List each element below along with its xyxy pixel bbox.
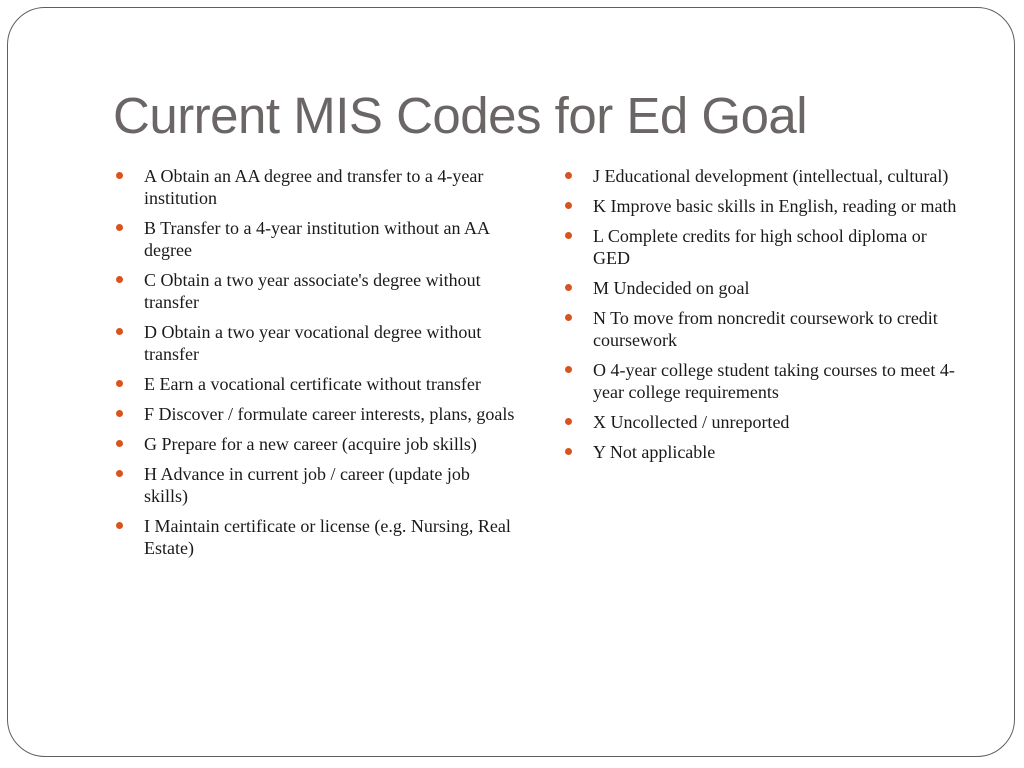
code-text: K Improve basic skills in English, reading or math [593,196,957,216]
code-text: L Complete credits for high school diploma or GED [593,226,927,268]
bullet-dot-icon [565,232,572,239]
code-text: E Earn a vocational certificate without transfer [144,374,481,394]
bullet-dot-icon [116,276,123,283]
code-text: N To move from noncredit coursework to credit coursework [593,308,938,350]
code-text: H Advance in current job / career (update job skills) [144,464,470,506]
list-item [565,277,965,299]
code-text: B Transfer to a 4-year institution without an AA degree [144,218,489,260]
code-text: C Obtain a two year associate's degree without transfer [144,270,481,312]
list-item [116,433,516,455]
list-item [116,403,516,425]
code-text: X Uncollected / unreported [593,412,790,432]
bullet-dot-icon [116,410,123,417]
bullet-dot-icon [116,224,123,231]
code-text: M Undecided on goal [593,278,750,298]
bullet-dot-icon [565,366,572,373]
code-text: J Educational development (intellectual, cultural) [593,166,949,186]
bullet-dot-icon [116,380,123,387]
list-item [116,463,516,507]
bullet-dot-icon [565,418,572,425]
list-item [116,373,516,395]
bullet-dot-icon [565,172,572,179]
code-text: O 4-year college student taking courses to meet 4-year college requirements [593,360,955,402]
list-item [116,165,516,209]
code-text: A Obtain an AA degree and transfer to a 4-year institution [144,166,484,208]
list-item [565,307,965,351]
bullet-dot-icon [116,440,123,447]
bullet-dot-icon [116,172,123,179]
list-item [116,515,516,559]
list-item [565,165,965,187]
bullet-dot-icon [565,314,572,321]
list-item [565,225,965,269]
bullet-dot-icon [565,284,572,291]
right-code-list [565,165,965,471]
bullet-dot-icon [116,328,123,335]
list-item [116,321,516,365]
bullet-dot-icon [116,522,123,529]
slide-title: Current MIS Codes for Ed Goal [113,87,808,144]
code-text: I Maintain certificate or license (e.g. Nursing, Real Estate) [144,516,511,558]
list-item [565,411,965,433]
list-item [565,359,965,403]
list-item [565,441,965,463]
code-text: G Prepare for a new career (acquire job skills) [144,434,477,454]
bullet-dot-icon [565,202,572,209]
left-code-list [116,165,516,567]
code-text: D Obtain a two year vocational degree without transfer [144,322,482,364]
bullet-dot-icon [565,448,572,455]
list-item [116,269,516,313]
list-item [116,217,516,261]
bullet-dot-icon [116,470,123,477]
code-text: F Discover / formulate career interests, plans, goals [144,404,515,424]
list-item [565,195,965,217]
code-text: Y Not applicable [593,442,716,462]
